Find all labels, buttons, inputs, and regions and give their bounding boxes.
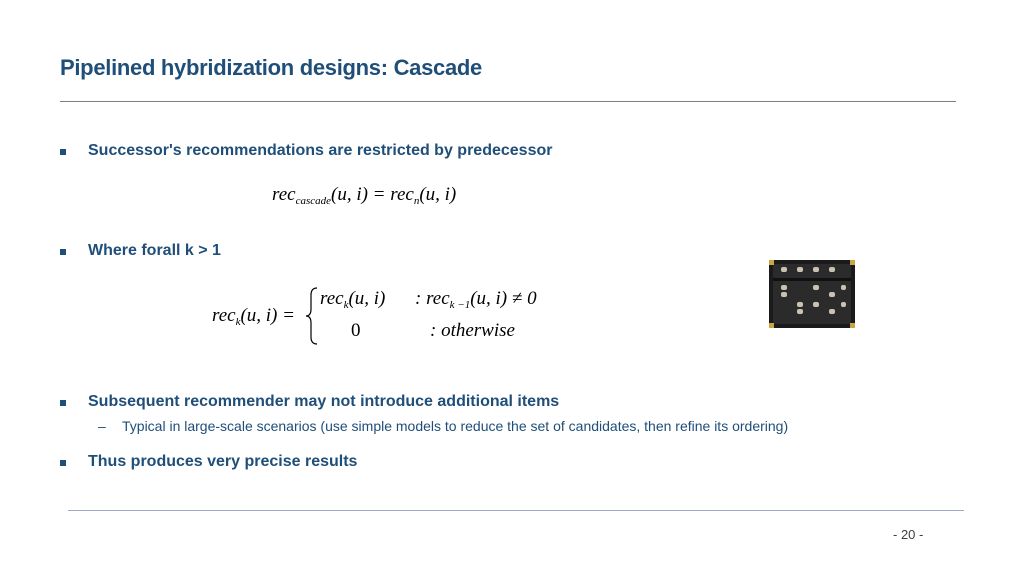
bullet-text: Subsequent recommender may not introduce additional items bbox=[88, 393, 560, 410]
formula-term: (u, i) ≠ 0 bbox=[470, 288, 537, 309]
page-number: - 20 - bbox=[893, 527, 924, 542]
square-bullet-icon bbox=[60, 149, 66, 155]
formula-term: rec bbox=[272, 184, 296, 205]
formula-subscript: n bbox=[413, 195, 420, 207]
formula-subscript: cascade bbox=[295, 195, 331, 207]
title-divider bbox=[60, 101, 956, 102]
bullet-text: Where forall k > 1 bbox=[88, 242, 221, 259]
formula-subscript: k bbox=[235, 316, 241, 328]
sub-bullet-text: Typical in large-scale scenarios (use simple models to reduce the set of candidates, then refine its ordering) bbox=[122, 418, 789, 434]
formula-term: rec bbox=[390, 184, 414, 205]
formula-case-2: 0 bbox=[351, 320, 361, 341]
square-bullet-icon bbox=[60, 460, 66, 466]
footer-divider bbox=[68, 510, 964, 511]
formula-lhs bbox=[212, 305, 295, 328]
dash-bullet-icon: – bbox=[98, 418, 106, 434]
formula-term: (u, i) bbox=[348, 288, 386, 309]
curly-brace-icon bbox=[305, 287, 319, 345]
bullet-text: Thus produces very precise results bbox=[88, 453, 358, 470]
square-bullet-icon bbox=[60, 249, 66, 255]
square-bullet-icon bbox=[60, 400, 66, 406]
slide-title: Pipelined hybridization designs: Cascade bbox=[60, 55, 482, 80]
formula-cascade bbox=[272, 184, 456, 207]
formula-term: rec bbox=[212, 305, 236, 326]
formula-term: : otherwise bbox=[430, 320, 515, 341]
formula-term: (u, i) = bbox=[240, 305, 295, 326]
formula-subscript: k −1 bbox=[449, 299, 471, 311]
bullet-text: Successor's recommendations are restricted by predecessor bbox=[88, 142, 553, 159]
formula-term: (u, i) bbox=[419, 184, 457, 205]
formula-term: rec bbox=[320, 288, 344, 309]
formula-condition-1 bbox=[415, 288, 537, 311]
abacus-image bbox=[767, 258, 857, 330]
formula-subscript: k bbox=[343, 299, 349, 311]
formula-term: (u, i) = bbox=[331, 184, 391, 205]
formula-term: : rec bbox=[415, 288, 450, 309]
formula-condition-2 bbox=[430, 320, 515, 342]
formula-case-1 bbox=[320, 288, 385, 311]
